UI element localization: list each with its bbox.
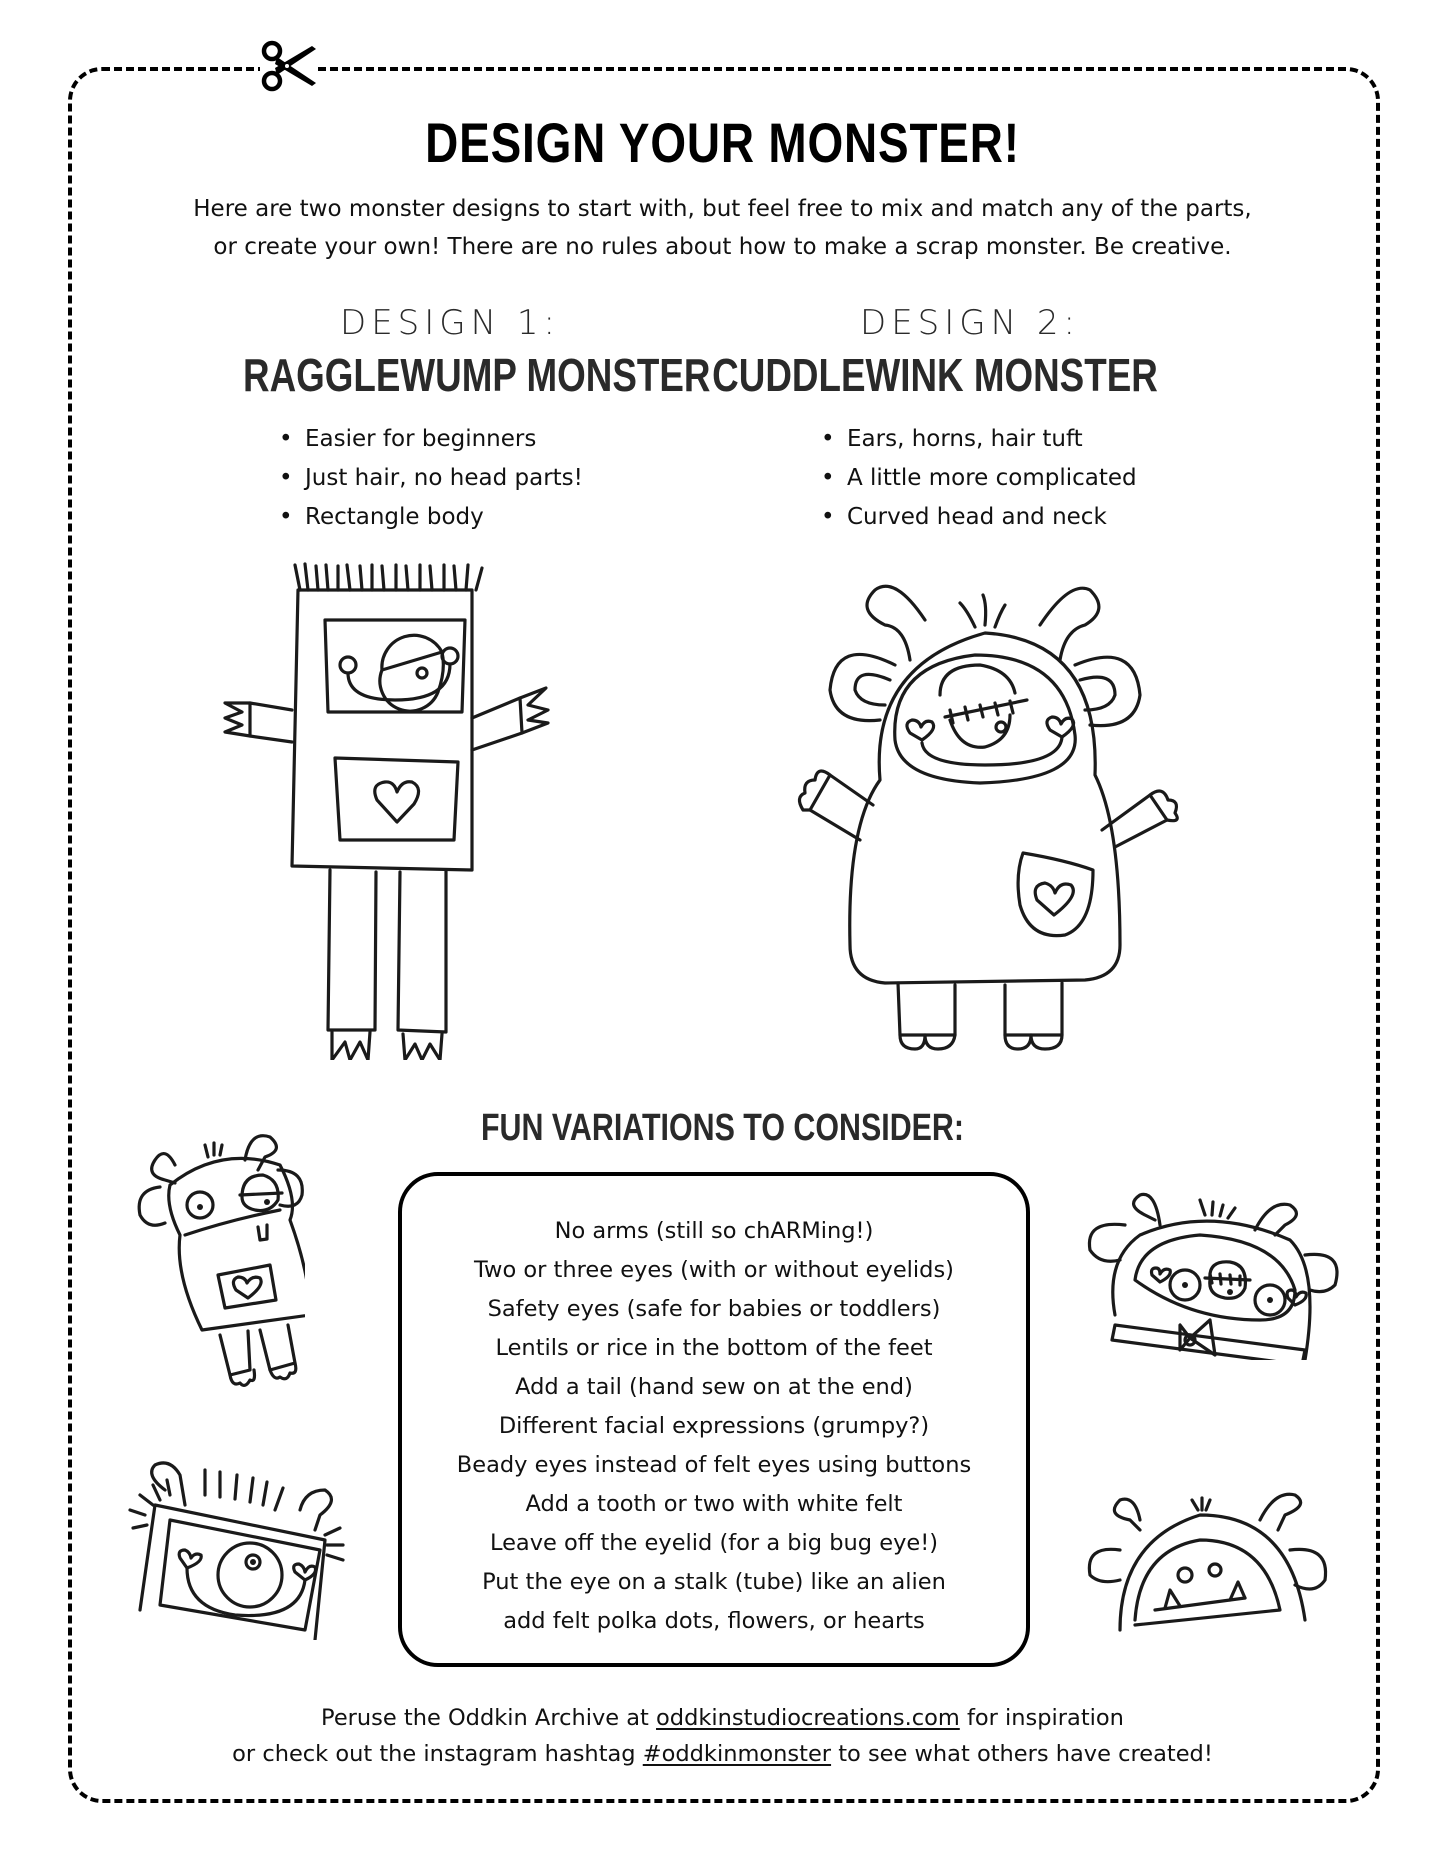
feature-item: • A little more complicated xyxy=(817,459,1290,498)
design-number-label: DESIGN 1: xyxy=(340,303,560,343)
footer xyxy=(0,1700,1445,1772)
design-features-list xyxy=(275,420,720,537)
design-features-list xyxy=(817,420,1290,537)
variation-item: Add a tail (hand sew on at the end) xyxy=(515,1374,913,1400)
feature-item: • Ears, horns, hair tuft xyxy=(817,420,1290,459)
variation-item: Add a tooth or two with white felt xyxy=(525,1491,903,1517)
variations-title: FUN VARIATIONS TO CONSIDER: xyxy=(480,1107,965,1149)
ragglewump-monster-drawing xyxy=(210,560,630,1060)
design-1-section xyxy=(190,300,720,537)
variation-item: Two or three eyes (with or without eyelids) xyxy=(474,1257,954,1283)
footer-text: Peruse the Oddkin Archive at xyxy=(321,1705,657,1731)
variation-item: No arms (still so chARMing!) xyxy=(554,1218,874,1244)
design-name: CUDDLEWINK MONSTER xyxy=(712,349,1158,401)
website-link[interactable]: oddkinstudiocreations.com xyxy=(656,1705,960,1731)
variation-item: Leave off the eyelid (for a big bug eye!) xyxy=(489,1530,939,1556)
variation-item: Lentils or rice in the bottom of the feet xyxy=(495,1335,933,1361)
feature-item: • Rectangle body xyxy=(275,498,720,537)
footer-text: or check out the instagram hashtag xyxy=(232,1741,643,1767)
small-monster-drawing-bottom-left xyxy=(125,1450,355,1640)
feature-item: • Just hair, no head parts! xyxy=(275,459,720,498)
variation-item: Different facial expressions (grumpy?) xyxy=(498,1413,930,1439)
footer-line-2 xyxy=(0,1736,1445,1772)
variation-item: Safety eyes (safe for babies or toddlers) xyxy=(487,1296,941,1322)
design-number-label: DESIGN 2: xyxy=(860,303,1080,343)
page-title: DESIGN YOUR MONSTER! xyxy=(425,111,1020,174)
intro-line: Here are two monster designs to start with, but feel free to mix and match any of the parts, xyxy=(193,196,1252,222)
design-2-section xyxy=(712,300,1290,537)
variation-item: Beady eyes instead of felt eyes using buttons xyxy=(456,1452,972,1478)
footer-text: to see what others have created! xyxy=(831,1741,1213,1767)
small-monster-drawing-top-left xyxy=(130,1125,305,1395)
variations-list xyxy=(402,1212,1026,1641)
variation-item: add felt polka dots, flowers, or hearts xyxy=(503,1608,925,1634)
variation-item: Put the eye on a stalk (tube) like an alien xyxy=(482,1569,946,1595)
small-monster-drawing-bottom-right xyxy=(1080,1470,1340,1640)
intro-line: or create your own! There are no rules about how to make a scrap monster. Be creative. xyxy=(213,234,1232,260)
small-monster-drawing-top-right xyxy=(1080,1170,1350,1360)
hashtag-link[interactable]: #oddkinmonster xyxy=(642,1741,832,1767)
scissors-icon xyxy=(260,38,318,94)
cuddlewink-monster-drawing xyxy=(775,565,1215,1055)
footer-text: for inspiration xyxy=(959,1705,1124,1731)
footer-line-1 xyxy=(0,1700,1445,1736)
feature-item: • Easier for beginners xyxy=(275,420,720,459)
feature-item: • Curved head and neck xyxy=(817,498,1290,537)
variations-box xyxy=(398,1172,1030,1667)
intro-text xyxy=(0,190,1445,266)
design-name: RAGGLEWUMP MONSTER xyxy=(243,349,711,401)
